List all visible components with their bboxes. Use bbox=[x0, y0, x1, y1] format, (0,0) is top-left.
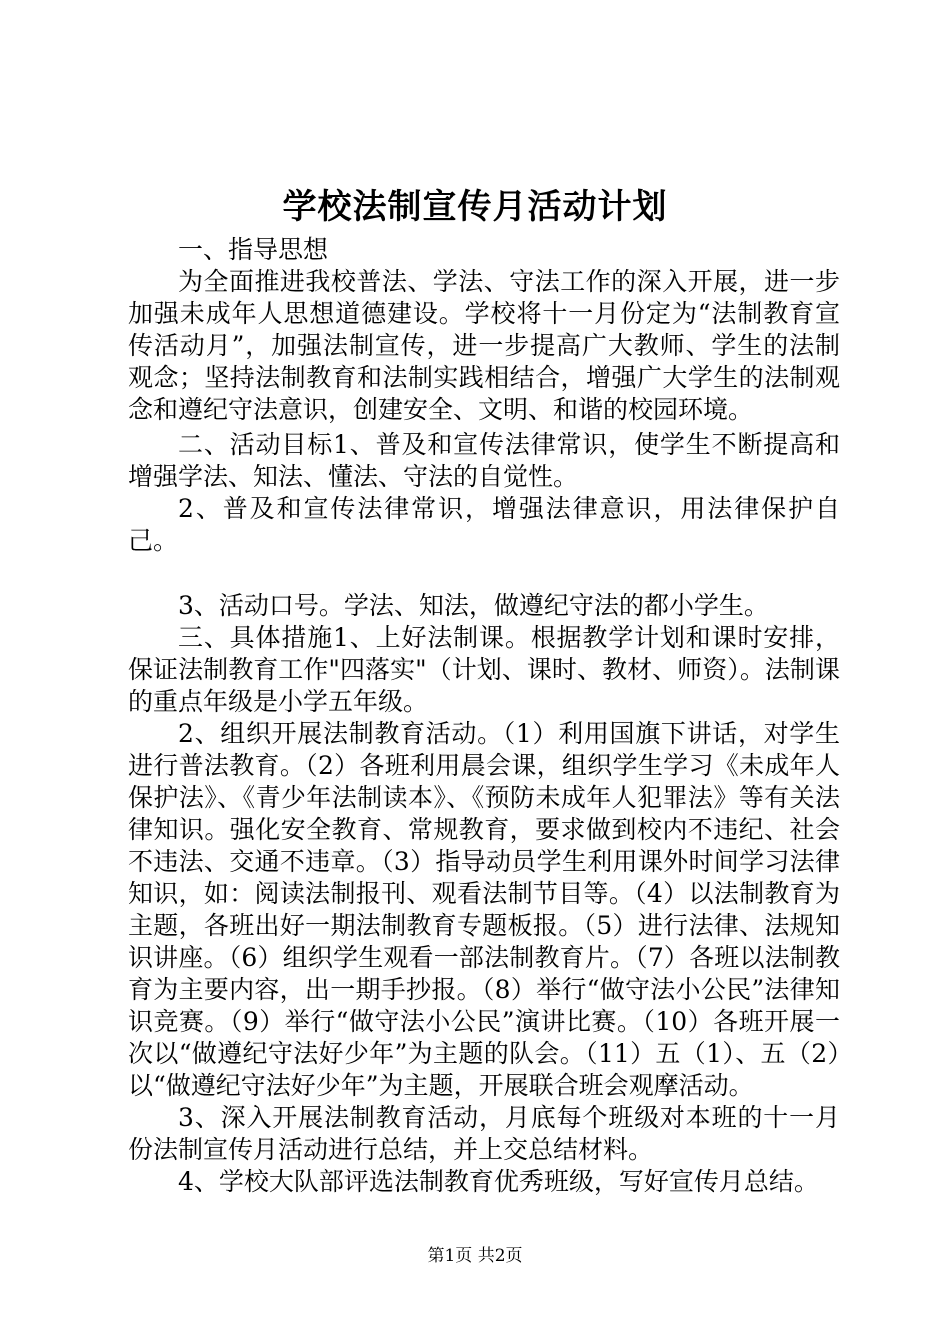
paragraph-measures-2: 2、组织开展法制教育活动。（1）利用国旗下讲话，对学生进行普法教育。（2）各班利用晨会课，组织学生学习《未成年人保护法》、《青少年法制读本》、《预防未成年人犯罪法》等有关法律知识。强化安全教育、常规教育，要求做到校内不违纪、社会不违法、交通不违章。（3）指导动员学生利用课外时间学习法律知识，如：阅读法制报刊、观看法制节目等。（4）以法制教育为主题，各班出好一期法制教育专题板报。（5）进行法律、法规知识讲座。（6）组织学生观看一部法制教育片。（7）各班以法制教育为主要内容，出一期手抄报。（8）举行“做守法小公民”法律知识竞赛。（9）举行“做守法小公民”演讲比赛。（10）各班开展一次以“做遵纪守法好少年”为主题的队会。（11）五（1）、五（2）以“做遵纪守法好少年”为主题，开展联合班会观摩活动。 bbox=[128, 719, 840, 1100]
page-number-footer: 第1页 共2页 bbox=[427, 1246, 523, 1266]
paragraph-goal-2: 2、普及和宣传法律常识，增强法律意识，用法律保护自己。 bbox=[128, 494, 840, 555]
paragraph-activity-goals: 二、活动目标1、普及和宣传法律常识，使学生不断提高和增强学法、知法、懂法、守法的自觉性。 bbox=[128, 430, 840, 491]
paragraph-measures-4: 4、学校大队部评选法制教育优秀班级，写好宣传月总结。 bbox=[178, 1167, 819, 1196]
paragraph-slogan: 3、活动口号。学法、知法，做遵纪守法的都小学生。 bbox=[178, 591, 769, 620]
section-heading-guiding-thought: 一、指导思想 bbox=[178, 235, 329, 264]
document-title: 学校法制宣传月活动计划 bbox=[282, 187, 668, 227]
paragraph-measures-3: 3、深入开展法制教育活动，月底每个班级对本班的十一月份法制宣传月活动进行总结，并上交总结材料。 bbox=[128, 1103, 840, 1164]
paragraph-guiding-thought: 为全面推进我校普法、学法、守法工作的深入开展，进一步加强未成年人思想道德建设。学校将十一月份定为“法制教育宣传活动月”，加强法制宣传，进一步提高广大教师、学生的法制观念；坚持法制教育和法制实践相结合，增强广大学生的法制观念和遵纪守法意识，创建安全、文明、和谐的校园环境。 bbox=[128, 267, 840, 424]
paragraph-measures-1: 三、具体措施1、上好法制课。根据教学计划和课时安排，保证法制教育工作"四落实"（计划、课时、教材、师资）。法制课的重点年级是小学五年级。 bbox=[128, 623, 840, 716]
document-body bbox=[128, 234, 840, 1198]
